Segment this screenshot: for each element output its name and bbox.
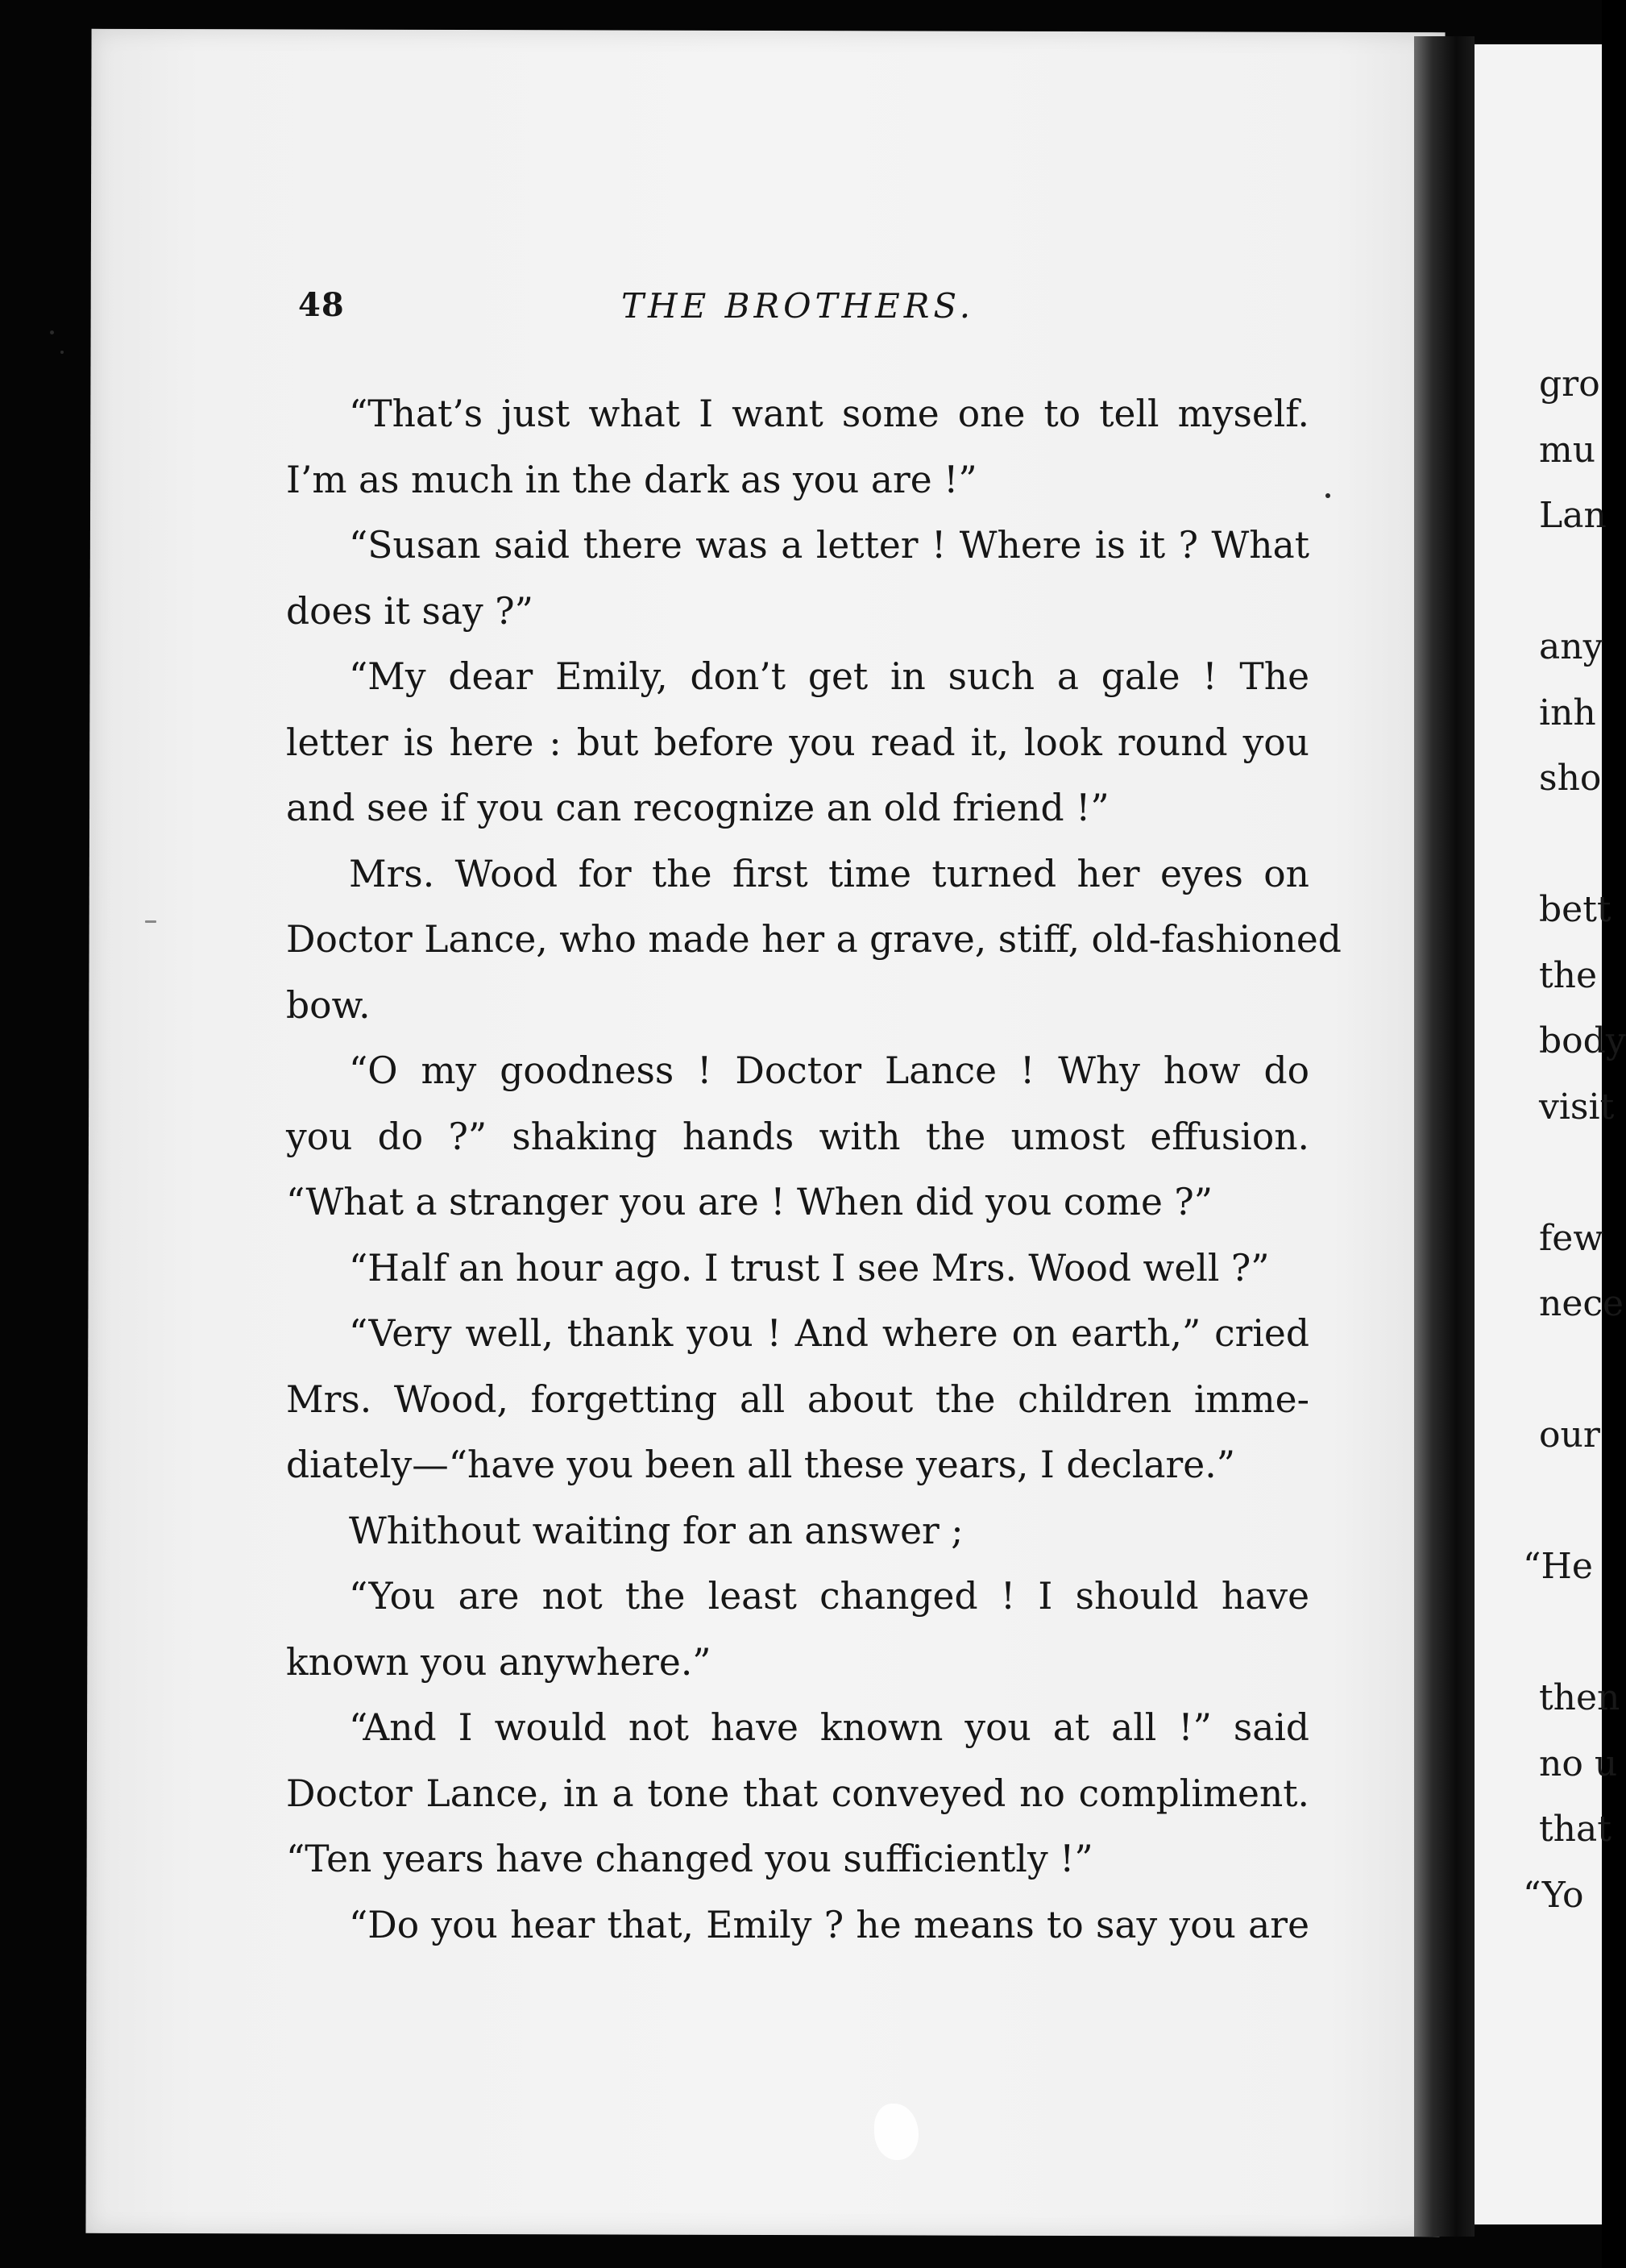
facing-page-fragment: gro	[1539, 363, 1600, 405]
scan-speck	[1325, 493, 1330, 498]
text-line: “Very well, thank you ! And where on earth,” cried	[349, 1312, 1309, 1355]
facing-page-fragment: any	[1539, 626, 1603, 667]
running-title: THE BROTHERS.	[620, 286, 975, 326]
facing-page-fragment: “Yo	[1523, 1874, 1584, 1916]
text-line: “And I would not have known you at all !” said	[349, 1706, 1309, 1749]
facing-page	[1475, 44, 1626, 2224]
facing-page-fragment: inh	[1539, 692, 1596, 733]
text-line: “What a stranger you are ! When did you come ?”	[286, 1181, 1213, 1223]
text-line: “O my goodness ! Doctor Lance ! Why how do	[349, 1049, 1309, 1092]
page-number: 48	[298, 286, 345, 324]
text-line: I’m as much in the dark as you are !”	[286, 458, 977, 501]
text-line: Whithout waiting for an answer ;	[349, 1509, 964, 1552]
text-line: Doctor Lance, who made her a grave, stiff, old-fashioned	[286, 918, 1342, 961]
text-line: diately—“have you been all these years, I declare.”	[286, 1443, 1235, 1486]
scan-speck	[145, 920, 156, 923]
facing-page-fragment: mu	[1539, 429, 1596, 471]
facing-page-fragment: body	[1539, 1020, 1626, 1061]
scan-speck	[60, 351, 64, 354]
text-line: does it say ?”	[286, 589, 533, 633]
text-line: “Susan said there was a letter ! Where is it ? What	[349, 524, 1309, 567]
facing-page-fragment: “He	[1523, 1546, 1593, 1587]
text-line: you do ?” shaking hands with the umost effusion.	[286, 1115, 1309, 1158]
facing-page-fragment: that	[1539, 1809, 1611, 1850]
text-line: “Do you hear that, Emily ? he means to say you are	[349, 1903, 1309, 1946]
text-line: “That’s just what I want some one to tell myself.	[349, 393, 1309, 435]
text-line: “Ten years have changed you sufficiently !”	[286, 1838, 1093, 1880]
text-line: Mrs. Wood, forgetting all about the children imme-	[286, 1377, 1309, 1421]
text-line: “Half an hour ago. I trust I see Mrs. Wood well ?”	[349, 1246, 1270, 1290]
text-line: letter is here : but before you read it, look round you	[286, 721, 1309, 764]
facing-page-fragment: our	[1539, 1414, 1600, 1456]
text-line: Doctor Lance, in a tone that conveyed no compliment.	[286, 1772, 1309, 1815]
text-line: and see if you can recognize an old friend !”	[286, 787, 1110, 829]
text-line: “My dear Emily, don’t get in such a gale ! The	[349, 655, 1309, 698]
facing-page-fragment: then	[1539, 1677, 1620, 1718]
book-gutter-shadow	[1414, 36, 1475, 2237]
facing-page-fragment: visit	[1539, 1086, 1615, 1128]
facing-page-fragment: the	[1539, 954, 1598, 996]
facing-page-fragment: nece	[1539, 1283, 1624, 1324]
text-line: “You are not the least changed ! I should have	[349, 1575, 1309, 1618]
facing-page-fragment: no u	[1539, 1743, 1618, 1784]
facing-page-fragment: few	[1539, 1217, 1603, 1259]
page-header	[286, 286, 1309, 334]
text-line: Mrs. Wood for the first time turned her eyes on	[349, 852, 1309, 895]
facing-page-fragment: Lan	[1539, 495, 1607, 536]
page-text-block	[286, 286, 1342, 1958]
body-text	[286, 381, 1342, 1958]
text-line: known you anywhere.”	[286, 1640, 711, 1684]
scan-speck	[50, 330, 54, 334]
facing-page-fragment: bett	[1539, 889, 1611, 930]
facing-page-fragment: sho	[1539, 758, 1602, 799]
text-line: bow.	[286, 983, 371, 1027]
